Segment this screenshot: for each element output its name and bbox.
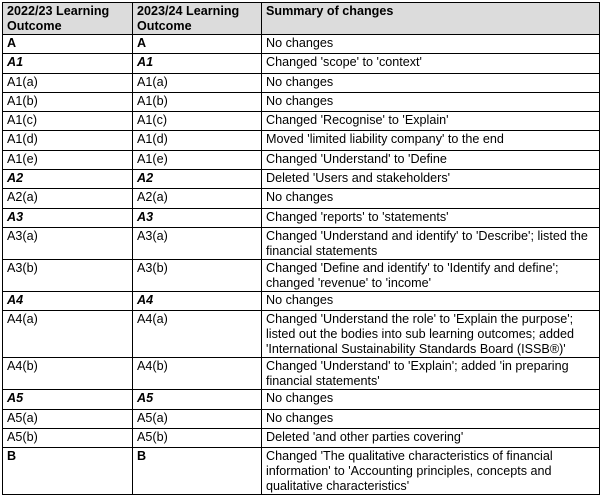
table-row (3, 428, 600, 447)
table-row (3, 208, 600, 227)
header-row (3, 3, 600, 35)
new-outcome-cell: A1 (133, 54, 262, 73)
document-page (2, 2, 600, 495)
summary-cell: Changed 'Define and identify' to 'Identify and define'; changed 'revenue' to 'income' (262, 259, 600, 291)
table-row (3, 291, 600, 310)
summary-cell: No changes (262, 92, 600, 111)
old-outcome-cell: A2 (3, 170, 133, 189)
summary-cell: Changed 'Understand the role' to 'Explain the purpose'; listed out the bodies into sub learning outcomes; added 'International Sustainability Standards Board (ISSB®)' (262, 311, 600, 358)
new-outcome-cell: A5(a) (133, 409, 262, 428)
old-outcome-cell: A1 (3, 54, 133, 73)
table-row (3, 227, 600, 259)
old-outcome-cell: A5(a) (3, 409, 133, 428)
header-2023-24-learning-outcome: 2023/24 Learning Outcome (133, 3, 262, 35)
table-row (3, 54, 600, 73)
summary-cell: Changed 'scope' to 'context' (262, 54, 600, 73)
table-header (3, 3, 600, 35)
old-outcome-cell: A3(b) (3, 259, 133, 291)
table-row (3, 112, 600, 131)
old-outcome-cell: A1(d) (3, 131, 133, 150)
summary-cell: No changes (262, 291, 600, 310)
summary-cell: No changes (262, 189, 600, 208)
table-row (3, 259, 600, 291)
old-outcome-cell: A1(b) (3, 92, 133, 111)
summary-cell: Changed 'reports' to 'statements' (262, 208, 600, 227)
new-outcome-cell: A1(c) (133, 112, 262, 131)
new-outcome-cell: A1(e) (133, 150, 262, 169)
new-outcome-cell: A2 (133, 170, 262, 189)
learning-outcomes-table (2, 2, 600, 495)
new-outcome-cell: A4 (133, 291, 262, 310)
old-outcome-cell: A4 (3, 291, 133, 310)
new-outcome-cell: A1(a) (133, 73, 262, 92)
summary-cell: No changes (262, 409, 600, 428)
summary-cell: Changed 'Understand and identify' to 'Describe'; listed the financial statements (262, 227, 600, 259)
old-outcome-cell: A2(a) (3, 189, 133, 208)
old-outcome-cell: A4(b) (3, 358, 133, 390)
table-row (3, 311, 600, 358)
new-outcome-cell: A (133, 35, 262, 54)
old-outcome-cell: A1(e) (3, 150, 133, 169)
summary-cell: No changes (262, 390, 600, 409)
table-row (3, 92, 600, 111)
new-outcome-cell: A2(a) (133, 189, 262, 208)
summary-cell: Changed 'Understand' to 'Define (262, 150, 600, 169)
table-row (3, 150, 600, 169)
new-outcome-cell: A3(a) (133, 227, 262, 259)
new-outcome-cell: A3(b) (133, 259, 262, 291)
new-outcome-cell: A4(b) (133, 358, 262, 390)
old-outcome-cell: A3(a) (3, 227, 133, 259)
header-2022-23-learning-outcome: 2022/23 Learning Outcome (3, 3, 133, 35)
new-outcome-cell: A4(a) (133, 311, 262, 358)
table-row (3, 358, 600, 390)
table-body (3, 35, 600, 495)
old-outcome-cell: A (3, 35, 133, 54)
old-outcome-cell: A4(a) (3, 311, 133, 358)
new-outcome-cell: A3 (133, 208, 262, 227)
table-row (3, 409, 600, 428)
new-outcome-cell: A5 (133, 390, 262, 409)
new-outcome-cell: A5(b) (133, 428, 262, 447)
old-outcome-cell: A1(a) (3, 73, 133, 92)
table-row (3, 131, 600, 150)
new-outcome-cell: A1(d) (133, 131, 262, 150)
summary-cell: Changed 'The qualitative characteristics of financial information' to 'Accounting principles, concepts and qualitative characteristics' (262, 448, 600, 495)
summary-cell: No changes (262, 35, 600, 54)
old-outcome-cell: A3 (3, 208, 133, 227)
old-outcome-cell: A1(c) (3, 112, 133, 131)
old-outcome-cell: A5 (3, 390, 133, 409)
new-outcome-cell: B (133, 448, 262, 495)
summary-cell: Moved 'limited liability company' to the end (262, 131, 600, 150)
table-row (3, 35, 600, 54)
summary-cell: Deleted 'and other parties covering' (262, 428, 600, 447)
new-outcome-cell: A1(b) (133, 92, 262, 111)
old-outcome-cell: A5(b) (3, 428, 133, 447)
summary-cell: Changed 'Recognise' to 'Explain' (262, 112, 600, 131)
table-row (3, 390, 600, 409)
summary-cell: Changed 'Understand' to 'Explain'; added 'in preparing financial statements' (262, 358, 600, 390)
summary-cell: Deleted 'Users and stakeholders' (262, 170, 600, 189)
summary-cell: No changes (262, 73, 600, 92)
table-row (3, 170, 600, 189)
old-outcome-cell: B (3, 448, 133, 495)
table-row (3, 73, 600, 92)
table-row (3, 189, 600, 208)
header-summary-of-changes: Summary of changes (262, 3, 600, 35)
table-row (3, 448, 600, 495)
